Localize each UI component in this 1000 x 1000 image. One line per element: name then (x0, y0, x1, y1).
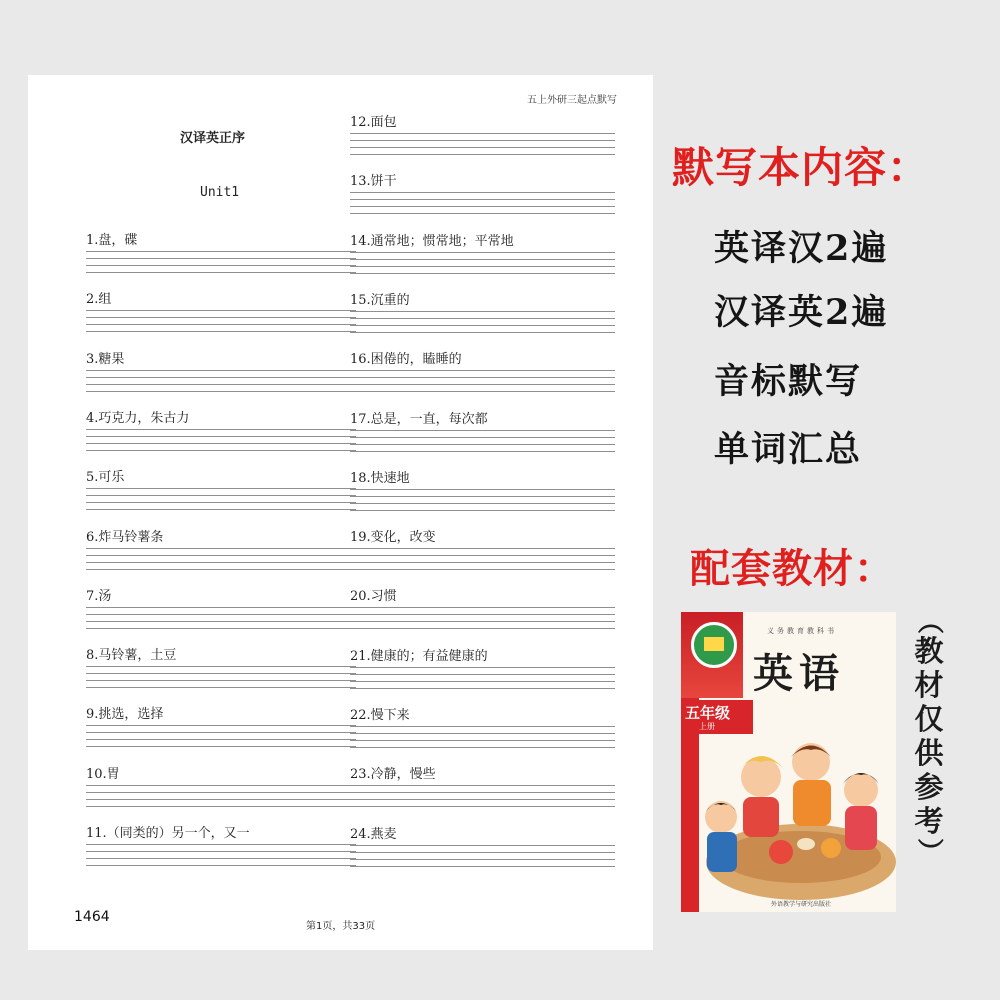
answer-lines[interactable] (350, 725, 615, 748)
writing-line (350, 326, 615, 333)
vocab-prompt: 11.（同类的）另一个，又一 (86, 826, 250, 841)
book-series: 义务教育教科书 (767, 627, 837, 635)
worksheet-title: 汉译英正序 (180, 131, 246, 146)
writing-line (350, 312, 615, 319)
vocab-item (86, 767, 356, 807)
writing-line (350, 490, 615, 497)
writing-line (350, 438, 615, 445)
answer-lines[interactable] (86, 428, 356, 451)
textbook-cover (681, 612, 896, 912)
vocab-prompt: 14.通常地；惯常地；平常地 (350, 233, 514, 249)
vocab-prompt: 6.炸马铃薯条 (86, 529, 164, 545)
writing-line (86, 852, 356, 859)
answer-lines[interactable] (86, 309, 356, 332)
side-note-char: 参 (914, 770, 944, 804)
writing-line (350, 371, 615, 378)
vocab-prompt: 19.变化，改变 (350, 530, 436, 546)
writing-line (350, 253, 615, 260)
writing-line (350, 378, 615, 385)
writing-line (86, 549, 356, 556)
writing-line (350, 431, 615, 438)
answer-lines[interactable] (350, 844, 615, 867)
writing-line (86, 859, 356, 866)
vocab-item (86, 233, 356, 273)
answer-lines[interactable] (350, 251, 615, 274)
writing-line (86, 793, 356, 800)
answer-lines[interactable] (350, 191, 615, 214)
volume-label: 上册 (699, 722, 715, 731)
writing-line (350, 193, 615, 200)
vocab-item (350, 174, 615, 214)
writing-line (350, 497, 615, 504)
answer-lines[interactable] (350, 310, 615, 333)
writing-line (350, 267, 615, 274)
answer-lines[interactable] (350, 666, 615, 689)
answer-lines[interactable] (86, 369, 356, 392)
side-note (908, 608, 950, 864)
vocab-prompt: 15.沉重的 (350, 292, 410, 308)
vocab-prompt: 20.习惯 (350, 589, 397, 605)
vocab-item (86, 292, 356, 332)
vocab-prompt: 24.燕麦 (350, 826, 397, 842)
writing-line (86, 318, 356, 325)
answer-lines[interactable] (350, 488, 615, 511)
book-publisher: 外语教学与研究出版社 (771, 901, 832, 908)
writing-line (350, 207, 615, 214)
vocab-prompt: 16.困倦的，瞌睡的 (350, 352, 462, 368)
vocab-item (350, 293, 615, 333)
writing-line (86, 503, 356, 510)
vocab-prompt: 23.冷静，慢些 (350, 767, 436, 783)
writing-line (350, 668, 615, 675)
writing-line (86, 252, 356, 259)
vocab-item (86, 470, 356, 510)
writing-line (350, 260, 615, 267)
answer-lines[interactable] (86, 665, 356, 688)
vocab-prompt: 8.马铃薯，土豆 (86, 648, 177, 664)
writing-line (86, 674, 356, 681)
writing-line (86, 622, 356, 629)
vocab-item (350, 352, 615, 392)
answer-lines[interactable] (86, 724, 356, 747)
textbook-heading: 配套教材： (690, 546, 895, 592)
vocab-item (350, 115, 615, 155)
writing-line (350, 846, 615, 853)
content-item: 英译汉2遍 (714, 228, 889, 269)
side-note-char: 教 (914, 634, 944, 668)
writing-line (86, 786, 356, 793)
writing-line (86, 733, 356, 740)
writing-line (350, 445, 615, 452)
vocab-prompt: 17.总是，一直，每次都 (350, 411, 488, 427)
answer-lines[interactable] (350, 784, 615, 807)
writing-line (350, 622, 615, 629)
vocab-item (350, 827, 615, 867)
vocab-prompt: 4.巧克力，朱古力 (86, 410, 190, 426)
writing-line (86, 667, 356, 674)
vocab-prompt: 9.挑选，选择 (86, 707, 164, 723)
answer-lines[interactable] (86, 606, 356, 629)
writing-line (86, 430, 356, 437)
page-footer: 第1页，共33页 (306, 921, 376, 932)
writing-line (86, 740, 356, 747)
content-item: 汉译英2遍 (714, 292, 889, 333)
side-note-char: 考 (914, 804, 944, 838)
answer-lines[interactable] (86, 843, 356, 866)
writing-line (350, 741, 615, 748)
vocab-item (350, 412, 615, 452)
vocab-prompt: 21.健康的；有益健康的 (350, 648, 488, 664)
writing-line (86, 800, 356, 807)
writing-line (350, 608, 615, 615)
vocab-prompt: 18.快速地 (350, 470, 410, 486)
writing-line (350, 786, 615, 793)
vocab-prompt: 12.面包 (350, 115, 397, 130)
content-item: 音标默写 (714, 361, 863, 402)
side-note-char: 仅 (914, 702, 944, 736)
vocab-item (86, 826, 356, 866)
writing-line (350, 853, 615, 860)
writing-line (86, 608, 356, 615)
vocab-item (350, 471, 615, 511)
writing-line (86, 726, 356, 733)
vocab-prompt: 3.糖果 (86, 351, 125, 367)
unit-label: Unit1 (200, 185, 240, 200)
content-item: 单词汇总 (714, 429, 863, 470)
answer-lines[interactable] (350, 429, 615, 452)
vocab-item (86, 589, 356, 629)
writing-line (86, 489, 356, 496)
writing-line (86, 378, 356, 385)
vocab-prompt: 1.盘，碟 (86, 233, 138, 248)
writing-line (350, 549, 615, 556)
side-note-char: 供 (914, 736, 944, 770)
writing-line (350, 385, 615, 392)
answer-lines[interactable] (86, 487, 356, 510)
writing-line (86, 563, 356, 570)
vocab-item (350, 767, 615, 807)
writing-line (350, 800, 615, 807)
vocab-prompt: 13.饼干 (350, 174, 397, 190)
vocab-item (350, 649, 615, 689)
writing-line (350, 556, 615, 563)
vocab-item (86, 411, 356, 451)
writing-line (350, 793, 615, 800)
side-note-char: 材 (914, 668, 944, 702)
writing-line (86, 615, 356, 622)
page-header: 五上外研三起点默写 (527, 95, 617, 106)
content-heading: 默写本内容： (672, 143, 931, 192)
writing-line (86, 325, 356, 332)
answer-lines[interactable] (350, 369, 615, 392)
book-title: 英语 (753, 651, 845, 697)
writing-line (86, 437, 356, 444)
worksheet-page (28, 75, 653, 950)
grade-label: 五年级 (685, 704, 731, 722)
answer-lines[interactable] (350, 547, 615, 570)
vocab-item (86, 648, 356, 688)
writing-line (350, 200, 615, 207)
writing-line (350, 860, 615, 867)
writing-line (86, 266, 356, 273)
vocab-item (350, 234, 615, 274)
writing-line (350, 148, 615, 155)
writing-line (350, 682, 615, 689)
writing-line (350, 734, 615, 741)
writing-line (350, 563, 615, 570)
writing-line (350, 319, 615, 326)
vocab-prompt: 2.组 (86, 292, 112, 308)
vocab-item (86, 707, 356, 747)
side-note-char: （ (914, 607, 944, 634)
children-illustration (681, 612, 896, 912)
writing-line (86, 681, 356, 688)
vocab-item (350, 589, 615, 629)
writing-line (86, 385, 356, 392)
writing-line (86, 556, 356, 563)
writing-line (350, 675, 615, 682)
writing-line (350, 615, 615, 622)
writing-line (350, 141, 615, 148)
answer-lines[interactable] (350, 132, 615, 155)
vocab-prompt: 10.胃 (86, 766, 120, 782)
vocab-item (350, 530, 615, 570)
vocab-prompt: 22.慢下来 (350, 708, 410, 723)
writing-line (86, 444, 356, 451)
writing-line (86, 371, 356, 378)
side-note-char: ） (914, 837, 944, 864)
page-number: 1464 (74, 909, 110, 925)
vocab-item (86, 352, 356, 392)
vocab-item (86, 530, 356, 570)
answer-lines[interactable] (86, 547, 356, 570)
writing-line (86, 259, 356, 266)
writing-line (86, 311, 356, 318)
vocab-prompt: 7.汤 (86, 588, 112, 604)
answer-lines[interactable] (86, 250, 356, 273)
answer-lines[interactable] (350, 606, 615, 629)
writing-line (350, 727, 615, 734)
answer-lines[interactable] (86, 784, 356, 807)
vocab-item (350, 708, 615, 748)
writing-line (350, 134, 615, 141)
vocab-prompt: 5.可乐 (86, 470, 125, 486)
writing-line (86, 845, 356, 852)
writing-line (86, 496, 356, 503)
writing-line (350, 504, 615, 511)
